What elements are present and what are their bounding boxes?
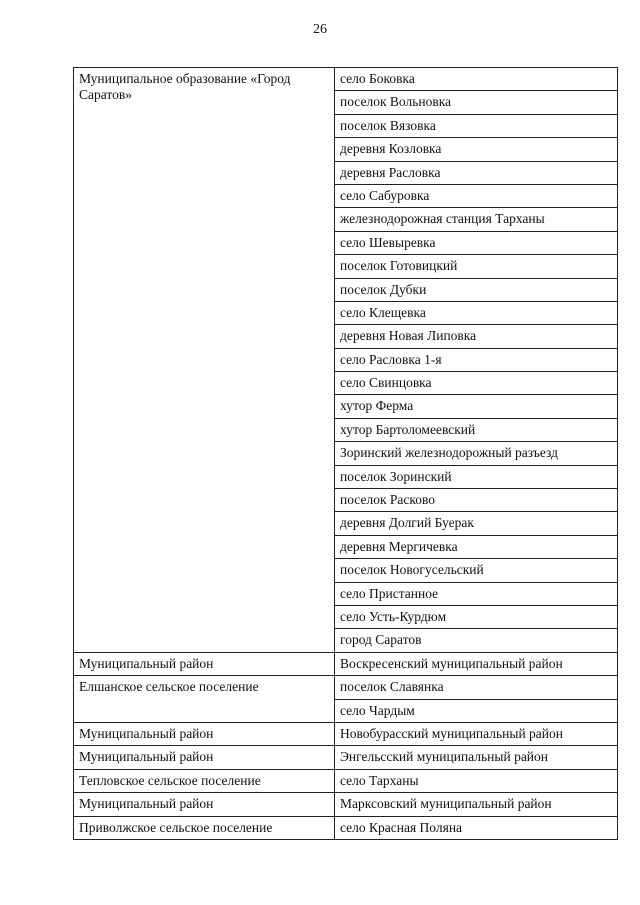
settlements-table (73, 67, 618, 840)
settlement-cell: Зоринский железнодорожный разъезд (335, 442, 618, 465)
municipality-cell: Приволжское сельское поселение (74, 816, 335, 839)
settlement-cell: село Клещевка (335, 301, 618, 324)
table-row (74, 816, 618, 839)
settlement-cell: деревня Новая Липовка (335, 325, 618, 348)
settlement-cell: поселок Вольновка (335, 91, 618, 114)
settlement-cell: Марксовский муниципальный район (335, 793, 618, 816)
municipality-cell: Елшанское сельское поселение (74, 676, 335, 723)
table-row (74, 769, 618, 792)
municipality-cell: Тепловское сельское поселение (74, 769, 335, 792)
settlement-cell: Воскресенский муниципальный район (335, 652, 618, 675)
settlement-cell: город Саратов (335, 629, 618, 652)
settlement-cell: хутор Ферма (335, 395, 618, 418)
settlement-cell: село Расловка 1-я (335, 348, 618, 371)
settlement-cell: деревня Козловка (335, 138, 618, 161)
settlement-cell: деревня Мергичевка (335, 535, 618, 558)
settlement-cell: деревня Расловка (335, 161, 618, 184)
municipality-cell: Муниципальное образование «Город Саратов» (74, 68, 335, 653)
settlement-cell: Энгельсский муниципальный район (335, 746, 618, 769)
settlement-cell: поселок Дубки (335, 278, 618, 301)
settlement-cell: село Усть-Курдюм (335, 605, 618, 628)
municipality-cell: Муниципальный район (74, 652, 335, 675)
table-body (74, 68, 618, 840)
settlement-cell: село Боковка (335, 68, 618, 91)
table-row (74, 68, 618, 91)
settlement-cell: поселок Зоринский (335, 465, 618, 488)
settlement-cell: Новобурасский муниципальный район (335, 722, 618, 745)
table-row (74, 746, 618, 769)
table-row (74, 676, 618, 699)
settlement-cell: село Красная Поляна (335, 816, 618, 839)
settlement-cell: поселок Вязовка (335, 114, 618, 137)
municipality-cell: Муниципальный район (74, 793, 335, 816)
settlement-cell: поселок Готовицкий (335, 255, 618, 278)
settlement-cell: поселок Славянка (335, 676, 618, 699)
settlement-cell: село Свинцовка (335, 372, 618, 395)
settlement-cell: село Шевыревка (335, 231, 618, 254)
page-number: 26 (313, 22, 327, 37)
municipality-cell: Муниципальный район (74, 746, 335, 769)
table-row (74, 652, 618, 675)
settlement-cell: поселок Новогусельский (335, 559, 618, 582)
table-row (74, 793, 618, 816)
table-row (74, 722, 618, 745)
settlement-cell: село Сабуровка (335, 184, 618, 207)
settlement-cell: поселок Расково (335, 489, 618, 512)
settlement-cell: село Пристанное (335, 582, 618, 605)
settlement-cell: хутор Бартоломеевский (335, 418, 618, 441)
municipality-cell: Муниципальный район (74, 722, 335, 745)
settlement-cell: железнодорожная станция Тарханы (335, 208, 618, 231)
settlement-cell: село Тарханы (335, 769, 618, 792)
settlement-cell: деревня Долгий Буерак (335, 512, 618, 535)
settlement-cell: село Чардым (335, 699, 618, 722)
